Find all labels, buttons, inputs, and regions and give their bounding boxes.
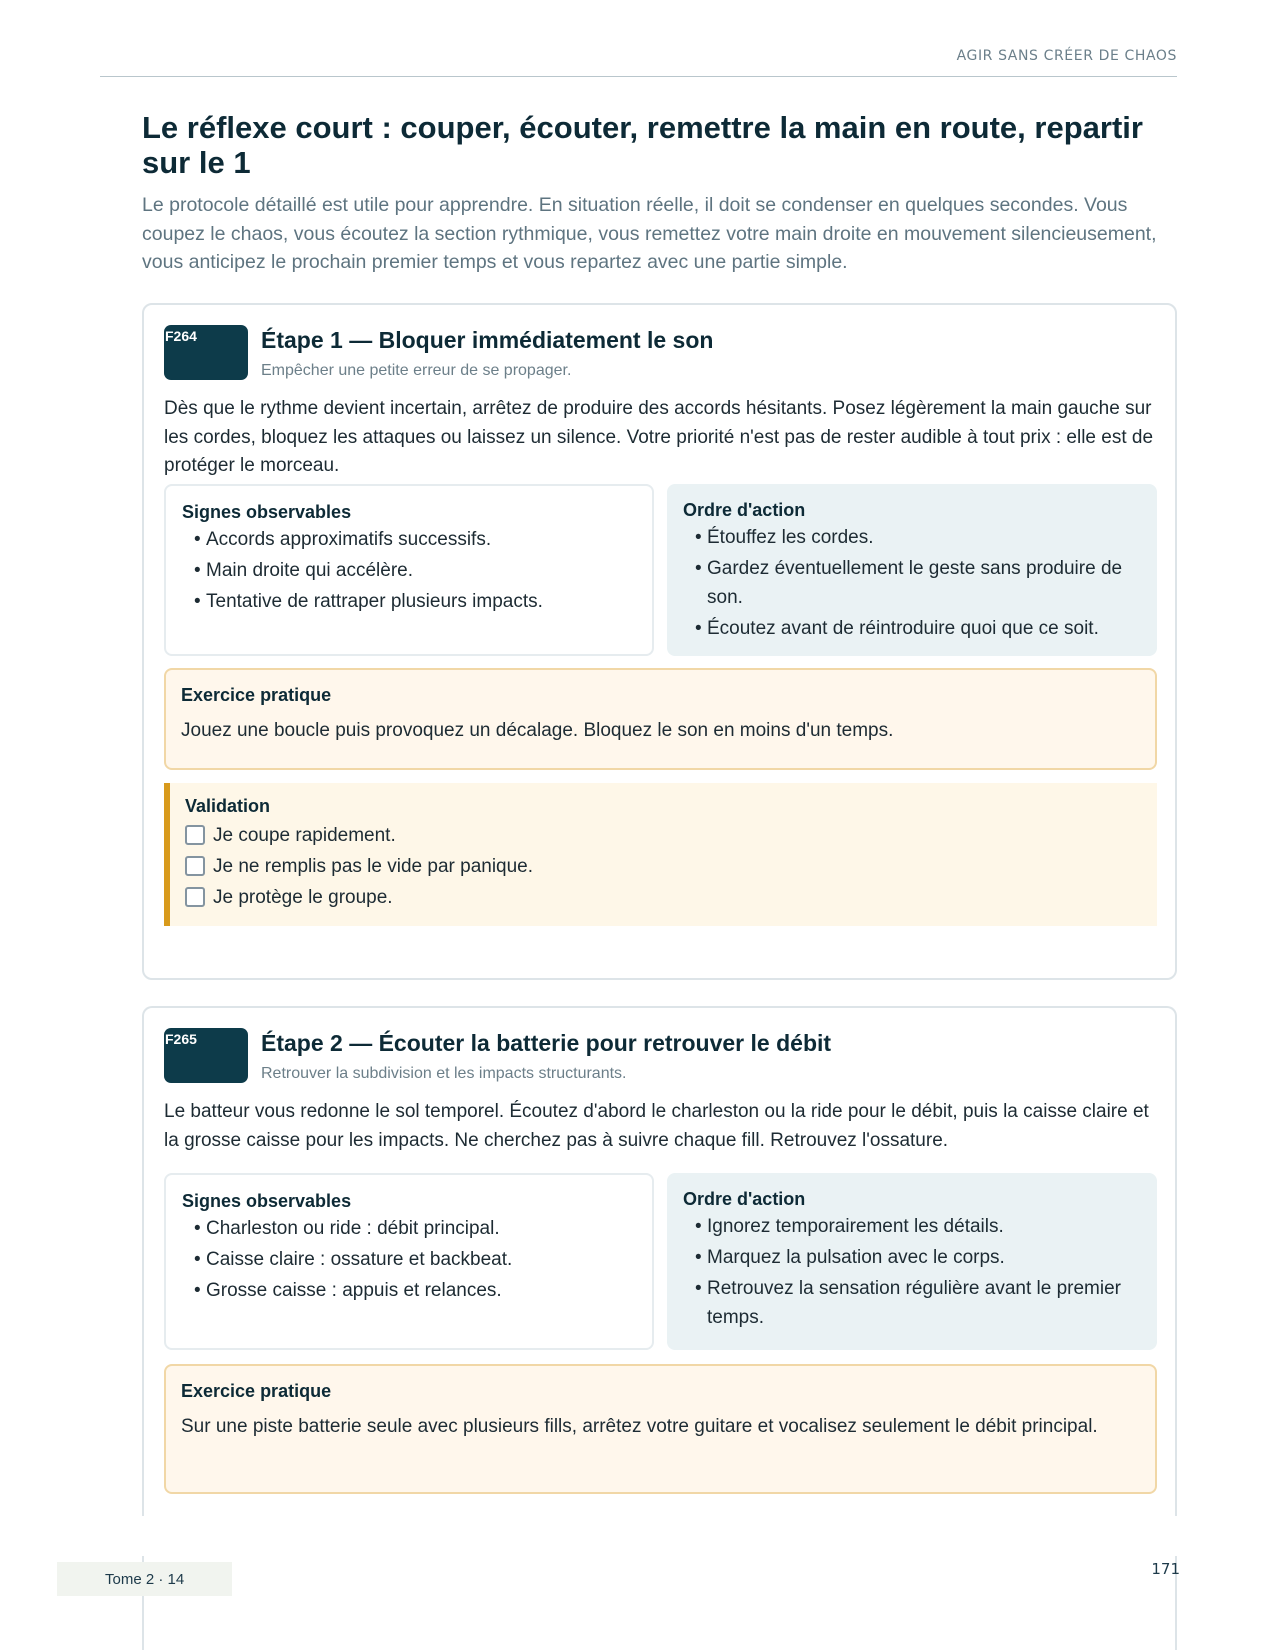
signs-title: Signes observables [182, 1191, 352, 1211]
list-item: • Marquez la pulsation avec le corps. [695, 1247, 1005, 1268]
step-title: Étape 2 — Écouter la batterie pour retrouver le débit [261, 1030, 832, 1056]
list-item: • Gardez éventuellement le geste sans produire de son. [695, 558, 1123, 608]
validation-label: Je ne remplis pas le vide par panique. [213, 855, 534, 877]
step-body: Le batteur vous redonne le sol temporel. Écoutez d'abord le charleston ou la ride pour le débit, puis la caisse claire et la grosse caisse pour les impacts. Ne cherchez pas à suivre chaque fill. Retrouvez l'ossature. [164, 1101, 1149, 1151]
exercise-title: Exercice pratique [181, 1381, 332, 1401]
list-item: • Ignorez temporairement les détails. [695, 1216, 1004, 1237]
page-title: Le réflexe court : couper, écouter, remettre la main en route, repartir sur le 1 [142, 110, 1143, 180]
exercise-box [164, 668, 1157, 770]
step-subtitle: Retrouver la subdivision et les impacts structurants. [261, 1065, 627, 1082]
validation-label: Je coupe rapidement. [213, 824, 396, 846]
actions-title: Ordre d'action [683, 500, 806, 520]
exercise-text: Jouez une boucle puis provoquez un décalage. Bloquez le son en moins d'un temps. [181, 720, 894, 741]
list-item: • Charleston ou ride : débit principal. [194, 1218, 500, 1239]
list-item: • Retrouvez la sensation régulière avant le premier temps. [695, 1278, 1121, 1328]
header-divider [100, 76, 1177, 77]
signs-panel [164, 484, 654, 656]
step-card-1 [142, 303, 1177, 980]
list-item: • Étouffez les cordes. [695, 527, 874, 548]
step-body: Dès que le rythme devient incertain, arrêtez de produire des accords hésitants. Posez légèrement la main gauche sur les cordes, bloquez les attaques ou laissez un silence. Votre priorité n'est pas de rester audible à tout prix : elle est de protéger le morceau. [164, 398, 1154, 476]
validation-item [185, 882, 1142, 913]
step-code-badge: F265 [164, 1028, 248, 1083]
exercise-box [164, 1364, 1157, 1494]
actions-title: Ordre d'action [683, 1189, 806, 1209]
page-number: 171 [1151, 1560, 1180, 1578]
step-code-badge: F264 [164, 325, 248, 380]
validation-item [185, 851, 1142, 882]
signs-panel [164, 1173, 654, 1350]
checkbox[interactable] [185, 825, 205, 845]
checkbox[interactable] [185, 856, 205, 876]
actions-list [683, 524, 1141, 643]
exercise-text: Sur une piste batterie seule avec plusieurs fills, arrêtez votre guitare et vocalisez seulement le débit principal. [181, 1416, 1098, 1437]
list-item: • Tentative de rattraper plusieurs impacts. [194, 591, 543, 612]
validation-label: Je protège le groupe. [213, 886, 393, 908]
validation-box [164, 783, 1157, 926]
list-item: • Accords approximatifs successifs. [194, 529, 492, 550]
footer-tab: Tome 2 · 14 [57, 1562, 232, 1596]
running-header: AGIR SANS CRÉER DE CHAOS [956, 48, 1177, 64]
actions-panel [667, 1173, 1157, 1350]
step-title: Étape 1 — Bloquer immédiatement le son [261, 327, 714, 353]
list-item: • Grosse caisse : appuis et relances. [194, 1280, 502, 1301]
actions-list [683, 1213, 1141, 1332]
actions-panel [667, 484, 1157, 656]
list-item: • Écoutez avant de réintroduire quoi que ce soit. [695, 617, 1099, 639]
step-subtitle: Empêcher une petite erreur de se propager. [261, 362, 572, 379]
list-item: • Caisse claire : ossature et backbeat. [194, 1249, 513, 1270]
signs-list [182, 526, 636, 617]
page-bottom-mask [130, 1516, 1190, 1556]
signs-list [182, 1215, 636, 1306]
checkbox[interactable] [185, 887, 205, 907]
validation-title: Validation [185, 796, 271, 816]
intro-paragraph: Le protocole détaillé est utile pour apprendre. En situation réelle, il doit se condenser en quelques secondes. Vous coupez le chaos, vous écoutez la section rythmique, vous remettez votre main droite en mouvement silencieusement, vous anticipez le prochain premier temps et vous repartez avec une partie simple. [142, 194, 1157, 273]
signs-title: Signes observables [182, 502, 352, 522]
list-item: • Main droite qui accélère. [194, 560, 413, 581]
exercise-title: Exercice pratique [181, 685, 332, 705]
validation-item [185, 820, 1142, 851]
